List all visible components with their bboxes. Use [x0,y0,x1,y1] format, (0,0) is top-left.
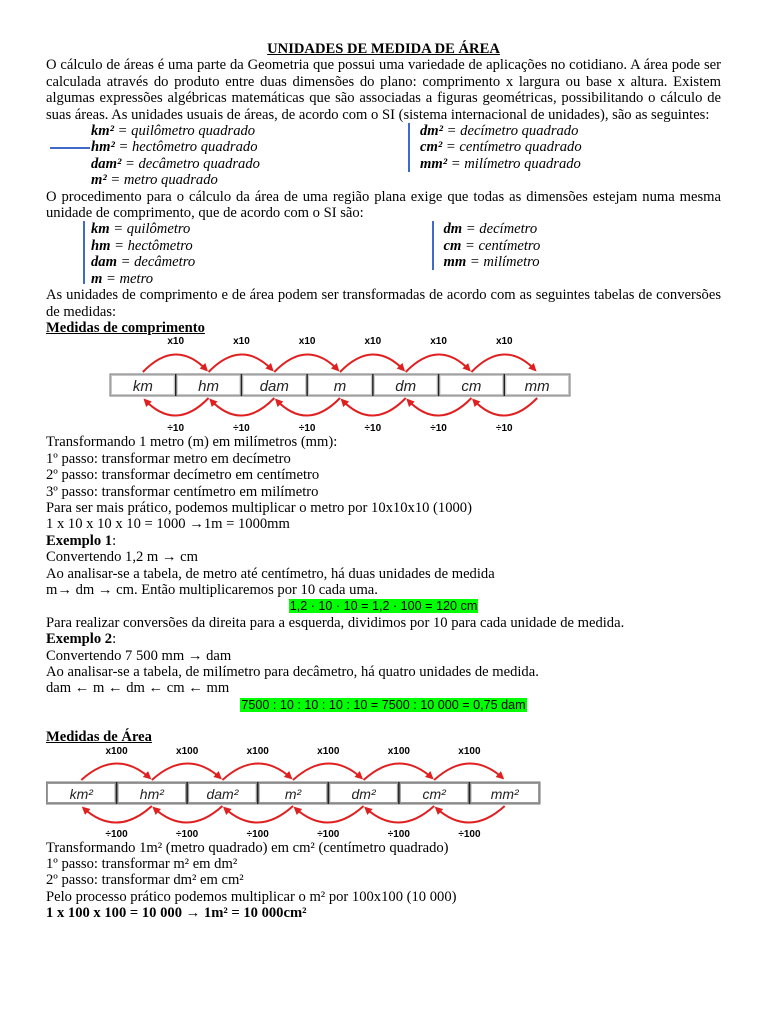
multiply-arrow [81,763,150,780]
unit-description: = decâmetro quadrado [121,155,260,172]
example-2 [46,631,721,713]
list-item [91,123,391,139]
text-line: 3º passo: transformar centímetro em milímetro [46,483,319,500]
multiply-label: x100 [458,745,481,757]
divide-arrow [436,806,505,823]
divide-arrow [211,398,275,416]
multiply-label: x100 [246,745,269,757]
blue-bar [408,123,410,172]
multiply-label: x100 [387,745,410,757]
divide-arrow [295,806,364,823]
spacer [46,713,721,729]
unit-description: = milímetro [466,254,540,271]
example-heading [46,533,721,549]
list-item [91,271,369,287]
multiply-arrow [222,763,291,780]
unit-cell-label: dm [395,378,417,396]
divide-label: ÷100 [105,828,128,840]
unit-cell-label: dm² [351,785,376,802]
example-heading [46,631,721,647]
multiply-label: x100 [317,745,340,757]
highlight-line [46,598,721,614]
multiply-arrow [209,355,273,373]
list-item [91,156,391,172]
unit-description: = metro quadrado [106,172,218,189]
list-item [91,221,369,237]
intro-paragraph: O cálculo de áreas é uma parte da Geometria que possui uma variedade de aplicações no cotidiano. A área pode ser calculada através do produto entre duas dimensões do plano: comprimento x largura ou base x altura. Existem algumas expressões algébricas matemáticas que são associadas a figuras geométricas, possibilitando o cálculo de suas áreas. As unidades usuais de áreas, de acordo com o SI (sistema internacional de unidades), são as seguintes: [46,57,721,123]
example-label: Exemplo 2 [46,631,113,648]
area-diagram-svg [46,746,721,840]
multiply-arrow [152,763,221,780]
unit-symbol: dam [91,254,117,271]
area-heading: Medidas de Área [46,729,152,746]
length-units-list [46,221,721,287]
blue-bar [83,221,85,284]
unit-symbol: cm² [420,139,443,156]
unit-cell-label: mm² [490,785,519,802]
unit-cell-label: dam [259,378,289,396]
multiply-arrow [406,355,470,373]
divide-label: ÷10 [298,423,316,435]
text-line: 1 x 10 x 10 x 10 = 1000 →1m = 1000mm [46,516,290,533]
list-item [91,172,391,188]
unit-symbol: cm [443,237,462,254]
text-line: Convertendo 7 500 mm → dam [46,647,232,664]
unit-description: = quilômetro [109,221,191,238]
multiply-arrow [143,355,207,373]
unit-description: = centímetro quadrado [442,139,582,156]
unit-symbol: km [91,221,110,238]
list-item [91,254,369,270]
text-line: Transformando 1m² (metro quadrado) em cm² (centímetro quadrado) [46,839,449,856]
unit-symbol: mm² [420,155,448,172]
divide-label: ÷100 [246,828,269,840]
unit-cell-label: hm² [139,785,164,802]
divide-label: ÷10 [233,423,250,435]
divide-arrow [145,398,209,416]
length-units-right [430,221,722,287]
text-line: Transformando 1 metro (m) em milímetros (mm): [46,434,338,451]
area-units-right [406,123,720,189]
example-colon: : [112,532,117,549]
example-1 [46,533,721,615]
unit-symbol: dam² [91,155,122,172]
unit-description: = quilômetro quadrado [114,123,256,140]
unit-description: = centímetro [461,237,541,254]
highlighted-result: 7500 : 10 : 10 : 10 : 10 = 7500 : 10 000 = 0,75 dam [241,697,526,712]
unit-description: = decâmetro [116,254,196,271]
area-units-left [46,123,391,189]
multiply-label: x100 [105,745,128,757]
example-colon: : [112,631,117,648]
blue-bar [432,221,434,270]
divide-arrow [276,398,340,416]
multiply-arrow [364,763,433,780]
unit-symbol: m² [91,172,107,189]
unit-cell-label: mm [524,378,550,396]
divide-label: ÷100 [317,828,340,840]
text-line: Ao analisar-se a tabela, de milímetro para decâmetro, há quatro unidades de medida. [46,664,539,680]
list-item [444,238,722,254]
document-page [46,41,721,922]
length-heading: Medidas de comprimento [46,319,205,336]
divide-label: ÷10 [495,423,513,435]
text-line: 2º passo: transformar dm² em cm² [46,872,244,889]
text-line: Ao analisar-se a tabela, de metro até centímetro, há duas unidades de medida [46,565,495,582]
procedure-paragraph: O procedimento para o cálculo da área de uma região plana exige que todas as dimensões estejam numa mesma unidade de comprimento, que de acordo com o SI são: [46,188,721,222]
text-line: Convertendo 1,2 m → cm [46,549,198,566]
unit-symbol: mm [443,254,467,271]
multiply-arrow [293,763,362,780]
unit-symbol: m [91,270,103,287]
area-explanation [46,840,721,922]
multiply-arrow [471,355,535,373]
list-item [444,254,722,270]
highlighted-result: 1,2 · 10 · 10 = 1,2 · 100 = 120 cm [289,599,478,614]
unit-cell-label: m [333,378,347,396]
unit-description: = hectômetro quadrado [114,139,258,156]
multiply-label: x10 [364,336,382,348]
divide-arrow [342,398,406,416]
unit-cell-label: m² [284,785,302,802]
list-item [444,221,722,237]
unit-symbol: hm [91,237,111,254]
unit-description: = decímetro quadrado [443,123,579,140]
unit-symbol: hm² [91,139,115,156]
multiply-label: x10 [430,336,447,348]
unit-description: = decímetro [462,221,538,238]
page-title: UNIDADES DE MEDIDA DE ÁREA [267,41,500,57]
text-line: dam ← m ← dm ← cm ← mm [46,680,230,697]
length-units-left [46,221,369,287]
list-item [420,123,720,139]
divide-label: ÷100 [458,828,481,840]
unit-cell-label: cm² [422,785,446,802]
text-line: 1º passo: transformar metro em decímetro [46,450,291,467]
right-to-left-note: Para realizar conversões da direita para a esquerda, dividimos por 10 para cada unidade de medida. [46,614,625,631]
length-diagram-svg [46,336,721,434]
divide-arrow [408,398,472,416]
unit-symbol: dm² [420,123,444,140]
list-item [91,139,391,155]
divide-label: ÷100 [176,828,199,840]
length-explanation [46,434,721,532]
unit-cell-label: km² [69,785,93,802]
divide-arrow [473,398,537,416]
multiply-label: x100 [176,745,199,757]
text-line: 1º passo: transformar m² em dm² [46,856,238,873]
blue-underline-mark [50,147,90,149]
unit-description: = milímetro quadrado [447,155,581,172]
multiply-label: x10 [495,336,513,348]
list-item [91,238,369,254]
divide-label: ÷10 [167,423,185,435]
multiply-label: x10 [167,336,185,348]
multiply-label: x10 [233,336,250,348]
area-conversion-diagram [46,746,721,840]
unit-cell-label: cm [461,378,482,396]
divide-label: ÷10 [364,423,382,435]
unit-cell-label: km [132,378,153,396]
transform-intro: As unidades de comprimento e de área podem ser transformadas de acordo com as seguintes tabelas de conversões de medidas: [46,287,721,320]
text-line: m→ dm → cm. Então multiplicaremos por 10 cada uma. [46,581,378,598]
divide-arrow [224,806,293,823]
divide-arrow [83,806,152,823]
unit-description: = hectômetro [110,237,193,254]
multiply-label: x10 [298,336,316,348]
length-conversion-diagram [46,336,721,434]
area-final-result: 1 x 100 x 100 = 10 000 → 1m² = 10 000cm² [46,905,307,922]
unit-cell-label: hm [198,378,219,396]
multiply-arrow [274,355,338,373]
example-label: Exemplo 1 [46,532,113,549]
list-item [420,139,720,155]
divide-arrow [154,806,223,823]
unit-symbol: km² [91,123,115,140]
text-line: 2º passo: transformar decímetro em centímetro [46,467,320,484]
list-item [420,156,720,172]
multiply-arrow [340,355,404,373]
area-units-list [46,123,721,189]
divide-arrow [366,806,435,823]
text-line: Para ser mais prático, podemos multiplicar o metro por 10x10x10 (1000) [46,499,472,516]
divide-label: ÷100 [387,828,410,840]
divide-label: ÷10 [430,423,447,435]
unit-symbol: dm [443,221,463,238]
unit-description: = metro [102,270,154,287]
highlight-line [46,697,721,713]
multiply-arrow [434,763,503,780]
text-line: Pelo processo prático podemos multiplicar o m² por 100x100 (10 000) [46,888,457,905]
unit-cell-label: dam² [206,785,239,802]
